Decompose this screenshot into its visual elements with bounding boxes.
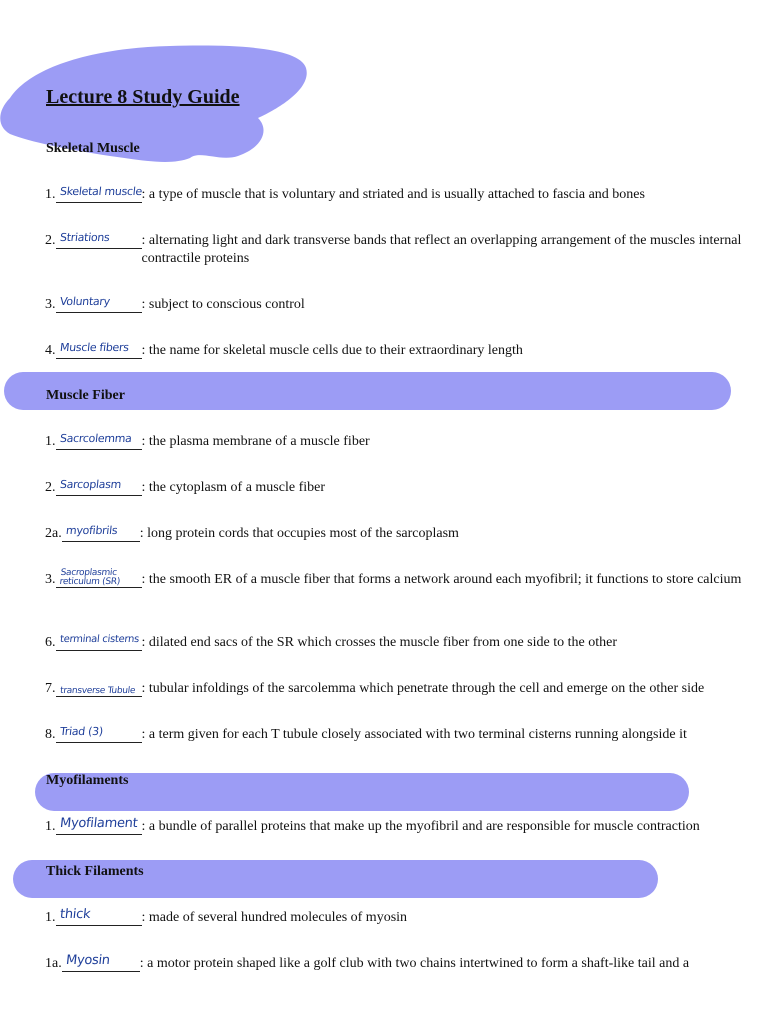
list-item xyxy=(45,909,745,927)
item-number: 1. xyxy=(45,187,56,202)
list-item xyxy=(45,433,745,451)
answer-blank xyxy=(56,342,142,359)
handwritten-answer: Sacrcolemma xyxy=(58,432,132,445)
item-definition: : long protein cords that occupies most of the sarcoplasm xyxy=(139,526,459,541)
item-definition: : the smooth ER of a muscle fiber that forms a network around each myofibril; it functions to store calcium xyxy=(141,572,742,587)
answer-blank xyxy=(56,634,142,651)
handwritten-answer: Triad (3) xyxy=(58,725,104,738)
answer-blank xyxy=(56,296,142,313)
list-item xyxy=(45,955,745,973)
answer-blank xyxy=(56,479,142,496)
list-item xyxy=(45,232,745,268)
handwritten-answer: Sarcoplasm xyxy=(58,478,122,491)
item-definition: : the name for skeletal muscle cells due to their extraordinary length xyxy=(141,343,523,358)
item-number: 1. xyxy=(45,434,56,449)
item-definition: : a bundle of parallel proteins that make up the myofibril and are responsible for muscle contraction xyxy=(141,819,700,834)
list-item xyxy=(45,680,745,698)
item-number: 1. xyxy=(45,819,56,834)
answer-blank xyxy=(56,726,142,743)
item-number: 3. xyxy=(45,572,56,587)
section-skeletal-muscle: Skeletal Muscle xyxy=(46,141,140,156)
handwritten-answer: Striations xyxy=(58,231,110,244)
myofilaments-highlight xyxy=(35,773,689,811)
list-item xyxy=(45,525,745,543)
section-muscle-fiber: Muscle Fiber xyxy=(46,388,125,403)
item-definition: : tubular infoldings of the sarcolemma which penetrate through the cell and emerge on the other side xyxy=(141,681,705,696)
list-item xyxy=(45,568,745,589)
item-number: 6. xyxy=(45,635,56,650)
item-definition: : the plasma membrane of a muscle fiber xyxy=(141,434,370,449)
list-item xyxy=(45,726,745,744)
handwritten-answer: Sacroplasmic reticulum (SR) xyxy=(58,568,120,587)
answer-blank xyxy=(56,232,142,249)
item-number: 4. xyxy=(45,343,56,358)
answer-blank xyxy=(56,680,142,697)
handwritten-answer: transverse Tubule xyxy=(59,686,136,696)
handwritten-answer: Muscle fibers xyxy=(58,341,129,354)
handwritten-answer: Myosin xyxy=(64,953,111,968)
item-definition: : made of several hundred molecules of myosin xyxy=(141,910,408,925)
item-number: 8. xyxy=(45,727,56,742)
handwritten-answer: thick xyxy=(58,907,91,922)
item-definition: : the cytoplasm of a muscle fiber xyxy=(141,480,325,495)
handwritten-answer: Myofilament xyxy=(58,816,138,831)
handwritten-answer: terminal cisterns xyxy=(58,634,140,645)
section-thick-filaments: Thick Filaments xyxy=(46,864,144,879)
list-item xyxy=(45,818,745,836)
item-definition: : a type of muscle that is voluntary and striated and is usually attached to fascia and bones xyxy=(141,187,645,202)
list-item xyxy=(45,186,745,204)
answer-blank xyxy=(62,955,140,972)
item-definition: : subject to conscious control xyxy=(141,297,305,312)
list-item xyxy=(45,342,745,360)
answer-blank xyxy=(62,525,140,542)
handwritten-answer: Voluntary xyxy=(58,295,111,308)
answer-blank xyxy=(56,818,142,835)
item-number: 2. xyxy=(45,233,56,248)
list-item xyxy=(45,634,745,652)
item-number: 7. xyxy=(45,681,56,696)
handwritten-answer: Skeletal muscle xyxy=(58,185,143,198)
item-definition: : a term given for each T tubule closely associated with two terminal cisterns running alongside it xyxy=(141,727,687,742)
answer-blank xyxy=(56,909,142,926)
item-number: 2. xyxy=(45,480,56,495)
item-number: 1a. xyxy=(45,956,62,971)
page-title: Lecture 8 Study Guide xyxy=(46,86,240,108)
answer-blank xyxy=(56,433,142,450)
item-definition: : dilated end sacs of the SR which crosses the muscle fiber from one side to the other xyxy=(141,635,617,650)
item-number: 3. xyxy=(45,297,56,312)
list-item xyxy=(45,479,745,497)
item-definition: : alternating light and dark transverse bands that reflect an overlapping arrangement of the muscles internal contractile proteins xyxy=(141,233,742,266)
item-number: 2a. xyxy=(45,526,62,541)
answer-blank xyxy=(56,186,142,203)
item-number: 1. xyxy=(45,910,56,925)
item-definition: : a motor protein shaped like a golf club with two chains intertwined to form a shaft-like tail and a xyxy=(139,956,690,971)
handwritten-answer: myofibrils xyxy=(65,524,118,537)
answer-blank xyxy=(56,568,142,588)
section-myofilaments: Myofilaments xyxy=(46,773,129,788)
list-item xyxy=(45,296,745,314)
